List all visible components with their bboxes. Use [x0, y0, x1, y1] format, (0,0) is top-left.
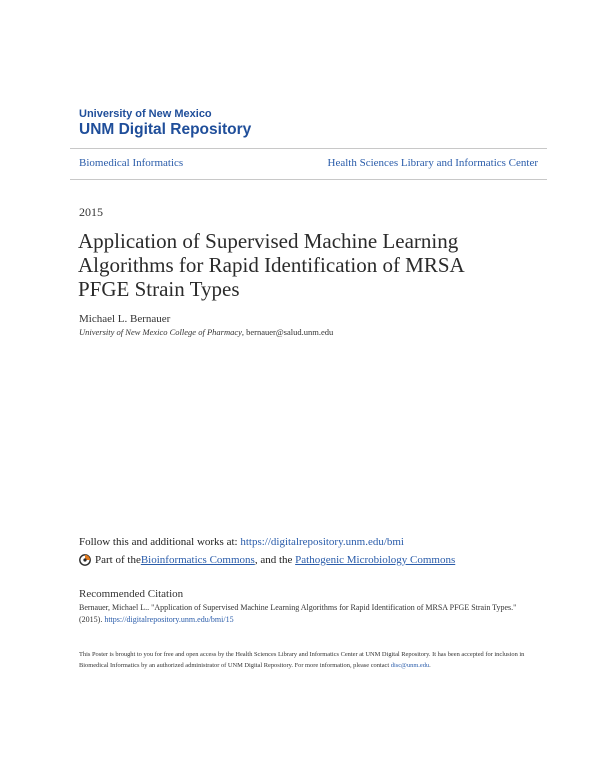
collection-link[interactable]: Biomedical Informatics: [79, 157, 184, 169]
repository-name[interactable]: UNM Digital Repository: [79, 121, 252, 138]
part-of-prefix: Part of the: [95, 554, 141, 566]
university-name[interactable]: University of New Mexico: [79, 108, 212, 120]
recommended-citation-heading: Recommended Citation: [79, 588, 184, 600]
part-of-line: [79, 554, 455, 566]
part-of-middle: , and the: [254, 554, 296, 566]
bepress-network-icon: [79, 554, 91, 566]
author-name: Michael L. Bernauer: [79, 313, 171, 325]
bioinformatics-commons-link[interactable]: Bioinformatics Commons: [140, 554, 255, 566]
contact-email-link[interactable]: disc@unm.edu: [390, 662, 430, 669]
pathogenic-microbiology-commons-link[interactable]: Pathogenic Microbiology Commons: [295, 554, 456, 566]
affiliation-separator: ,: [241, 327, 247, 337]
notice-end: .: [429, 662, 431, 669]
document-title: Application of Supervised Machine Learning Algorithms for Rapid Identification of MRSA PFGE Strain Types: [78, 229, 464, 301]
publication-year: 2015: [79, 205, 103, 219]
notice-text: This Poster is brought to you for free and open access by the Health Sciences Library and Informatics Center at UNM Digital Repository. It has been accepted for inclusion in Biomedical Informatics by an authorized administrator of UNM Digital Repository. For more information, please contact: [79, 651, 525, 669]
citation-url-link[interactable]: https://digitalrepository.unm.edu/bmi/15: [104, 615, 234, 624]
repository-header: [79, 108, 251, 139]
department-link[interactable]: Health Sciences Library and Informatics Center: [327, 157, 538, 169]
recommended-citation-text: [79, 602, 529, 626]
follow-url-link[interactable]: https://digitalrepository.unm.edu/bmi: [240, 536, 404, 548]
follow-prefix: Follow this and additional works at:: [79, 536, 241, 548]
divider-top: [70, 148, 547, 149]
citation-text: Bernauer, Michael L.. "Application of Supervised Machine Learning Algorithms for Rapid Identification of MRSA PFGE Strain Types." (2015).: [79, 603, 517, 624]
affiliation-institution: University of New Mexico College of Pharmacy: [79, 327, 242, 337]
author-affiliation: [79, 327, 333, 337]
follow-line: [79, 536, 404, 548]
access-notice: [79, 649, 529, 671]
author-email[interactable]: bernauer@salud.unm.edu: [246, 327, 334, 337]
divider-bottom: [70, 179, 547, 180]
